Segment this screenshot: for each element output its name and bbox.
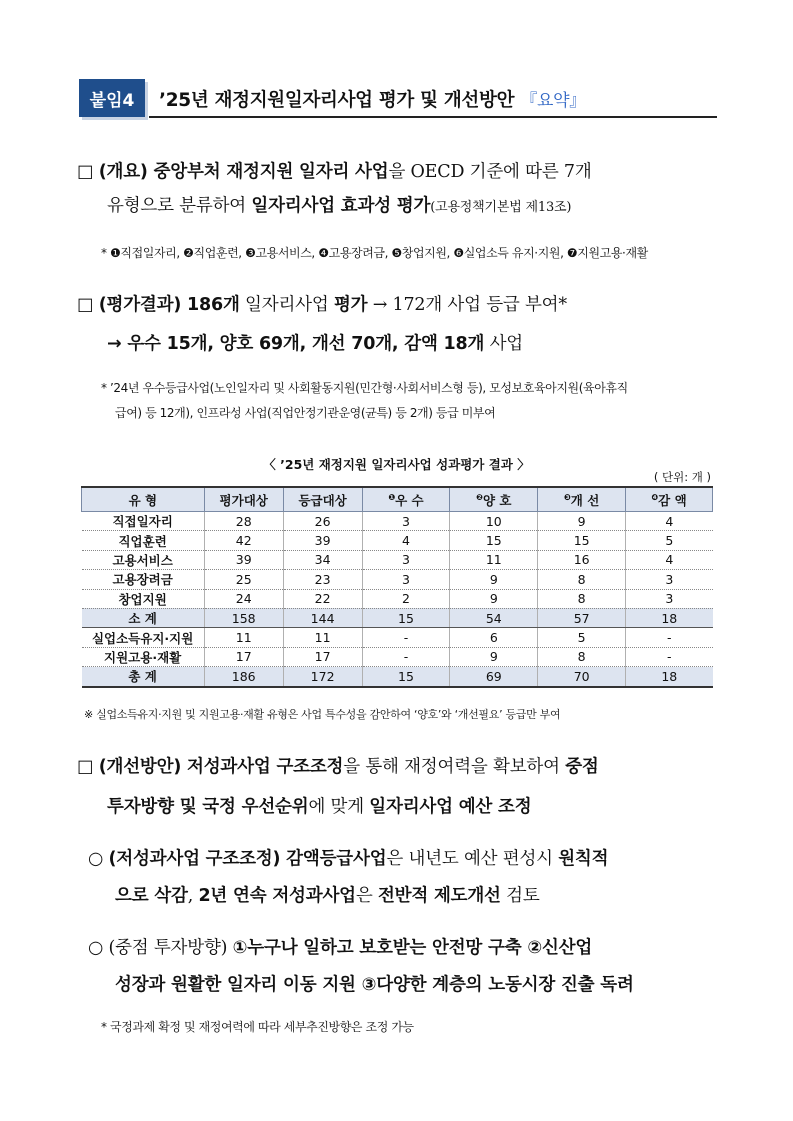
row-type-cell: 창업지원 [82, 589, 205, 608]
sec2-line2 [107, 330, 523, 355]
value-cell: 15 [362, 608, 450, 627]
bold-text-run: (개선방안) 저성과사업 구조조정 [98, 757, 344, 777]
value-cell: - [362, 647, 450, 666]
text-run: 은 [355, 886, 378, 906]
value-cell: - [362, 628, 450, 647]
value-cell: 70 [538, 667, 626, 687]
grade-number-icon: ❶ [388, 492, 396, 502]
text-run: → 172개 사업 등급 부여* [367, 295, 567, 315]
value-cell: 6 [450, 628, 538, 647]
table-unit: ( 단위: 개 ) [653, 470, 711, 484]
value-cell: 3 [362, 512, 450, 531]
value-cell: 24 [204, 589, 283, 608]
row-type-cell: 고용장려금 [82, 570, 205, 589]
sec2-note-line1: * ’24년 우수등급사업(노인일자리 및 사회활동지원(민간형·사회서비스형 등), 모성보호육아지원(육아휴직 [101, 381, 628, 395]
row-type-cell: 실업소득유지·지원 [82, 628, 205, 647]
column-header [82, 487, 205, 512]
row-type-cell: 소 계 [82, 608, 205, 627]
text-run: 유형으로 분류하여 [107, 196, 252, 216]
bold-text-run: → 우수 15개, 양호 69개, 개선 70개, 감액 18개 [107, 334, 485, 354]
value-cell: 5 [626, 531, 713, 550]
title-underline [149, 116, 717, 118]
sec3-sub2-line2 [115, 971, 634, 996]
column-header [626, 487, 713, 512]
value-cell: 3 [362, 570, 450, 589]
value-cell: 25 [204, 570, 283, 589]
column-header [283, 487, 362, 512]
bold-text-run: (평가결과) 186개 [98, 295, 240, 315]
sec2-line1-runs [99, 295, 567, 315]
row-type-cell: 지원고용·재활 [82, 647, 205, 666]
bold-text-run: 일자리사업 예산 조정 [369, 797, 532, 817]
value-cell: 172 [283, 667, 362, 687]
circle-bullet-icon: ○ [88, 938, 104, 958]
text-run: 을 통해 재정여력을 확보하여 [343, 757, 566, 777]
value-cell: 17 [283, 647, 362, 666]
value-cell: 186 [204, 667, 283, 687]
value-cell: 9 [450, 570, 538, 589]
grade-number-icon: ❹ [651, 492, 659, 502]
value-cell: 39 [204, 550, 283, 569]
value-cell: 69 [450, 667, 538, 687]
bold-text-run: 일자리사업 효과성 평가 [251, 196, 431, 216]
value-cell: 15 [450, 531, 538, 550]
table-row [82, 628, 713, 647]
column-header-label: 감 액 [658, 492, 687, 508]
table-body [82, 512, 713, 687]
value-cell: 8 [538, 589, 626, 608]
value-cell: 26 [283, 512, 362, 531]
grade-number-icon: ❸ [564, 492, 571, 502]
table-header-row [82, 487, 713, 512]
value-cell: 3 [362, 550, 450, 569]
sec3-line1-runs [99, 757, 599, 777]
value-cell: 10 [450, 512, 538, 531]
bold-text-run: 원칙적 [558, 849, 609, 869]
square-bullet-icon: □ [77, 295, 94, 315]
text-run: 을 OECD 기준에 따른 7개 [388, 162, 592, 182]
column-header-label: 평가대상 [219, 492, 268, 508]
value-cell: 11 [283, 628, 362, 647]
sec1-line1-runs [99, 162, 592, 182]
column-header-label: 양 호 [482, 492, 512, 508]
bold-text-run: ①누구나 일하고 보호받는 안전망 구축 ②신산업 [232, 938, 593, 958]
square-bullet-icon: □ [77, 162, 94, 182]
text-run: 은 내년도 예산 편성시 [386, 849, 559, 869]
text-run: 검토 [500, 886, 540, 906]
value-cell: 28 [204, 512, 283, 531]
bold-text-run: 2년 연속 저성과사업 [198, 886, 356, 906]
performance-table [81, 486, 713, 688]
sec3-line1 [77, 753, 599, 778]
value-cell: 5 [538, 628, 626, 647]
column-header-label: 개 선 [570, 492, 600, 508]
sec1-note: * ❶직접일자리, ❷직업훈련, ❸고용서비스, ❹고용장려금, ❺창업지원, ❻실업소득 유지·지원, ❼지원고용·재활 [101, 246, 648, 260]
value-cell: 8 [538, 570, 626, 589]
text-run: 사업 [484, 334, 523, 354]
column-header [362, 487, 450, 512]
text-run: 에 맞게 [308, 797, 370, 817]
bold-text-run: 평가 [333, 295, 368, 315]
sec3-line2 [107, 793, 531, 818]
table-caption: 〈 ’25년 재정지원 일자리사업 성과평가 결과 〉 [263, 457, 530, 472]
sec1-line1 [77, 158, 592, 183]
bold-text-run: 전반적 제도개선 [377, 886, 501, 906]
column-header [538, 487, 626, 512]
value-cell: 15 [538, 531, 626, 550]
bold-text-run: 중점 [565, 757, 599, 777]
value-cell: 18 [626, 667, 713, 687]
sec3-sub2-line1-runs [108, 938, 592, 958]
page-header [79, 79, 717, 119]
text-run: , [187, 886, 199, 906]
column-header-label: 우 수 [395, 492, 424, 508]
value-cell: 34 [283, 550, 362, 569]
value-cell: 54 [450, 608, 538, 627]
value-cell: 18 [626, 608, 713, 627]
table-row [82, 570, 713, 589]
table-row [82, 550, 713, 569]
summary-tag: 『요약』 [520, 91, 586, 111]
value-cell: 9 [450, 647, 538, 666]
value-cell: 4 [626, 550, 713, 569]
value-cell: 17 [204, 647, 283, 666]
value-cell: 144 [283, 608, 362, 627]
sec1-line2 [107, 192, 571, 217]
sec3-sub1-line1-runs [108, 849, 608, 869]
value-cell: 9 [538, 512, 626, 531]
bold-text-run: 성장과 원활한 일자리 이동 지원 ③다양한 계층의 노동시장 진출 독려 [115, 975, 634, 995]
value-cell: 4 [626, 512, 713, 531]
page-title [159, 86, 586, 112]
text-run: (고용정책기본법 제13조) [430, 200, 572, 215]
title-text: ’25년 재정지원일자리사업 평가 및 개선방안 [159, 90, 515, 111]
circle-bullet-icon: ○ [88, 849, 104, 869]
row-type-cell: 직접일자리 [82, 512, 205, 531]
value-cell: 22 [283, 589, 362, 608]
value-cell: 23 [283, 570, 362, 589]
value-cell: 57 [538, 608, 626, 627]
value-cell: 16 [538, 550, 626, 569]
sec3-note: * 국정과제 확정 및 재정여력에 따라 세부추진방향은 조정 가능 [101, 1020, 414, 1034]
total-row [82, 667, 713, 687]
row-type-cell: 직업훈련 [82, 531, 205, 550]
table-row [82, 531, 713, 550]
value-cell: 9 [450, 589, 538, 608]
table-row [82, 589, 713, 608]
sec3-sub1-line2 [115, 882, 540, 907]
value-cell: 3 [626, 589, 713, 608]
value-cell: 8 [538, 647, 626, 666]
column-header [204, 487, 283, 512]
sec3-sub1-line1 [88, 845, 608, 870]
table-footnote: ※ 실업소득유지·지원 및 지원고용·재활 유형은 사업 특수성을 감안하여 ‘양호’와 ‘개선필요’ 등급만 부여 [84, 708, 561, 721]
value-cell: 15 [362, 667, 450, 687]
bold-text-run: (개요) 중앙부처 재정지원 일자리 사업 [98, 162, 389, 182]
row-type-cell: 고용서비스 [82, 550, 205, 569]
value-cell: 3 [626, 570, 713, 589]
value-cell: - [626, 628, 713, 647]
grade-number-icon: ❷ [476, 492, 483, 502]
column-header [450, 487, 538, 512]
row-type-cell: 총 계 [82, 667, 205, 687]
text-run: 일자리사업 [239, 295, 334, 315]
value-cell: 158 [204, 608, 283, 627]
table-row [82, 647, 713, 666]
table-row [82, 512, 713, 531]
value-cell: 11 [450, 550, 538, 569]
bold-text-run: (저성과사업 구조조정) 감액등급사업 [108, 849, 387, 869]
sec2-line1 [77, 291, 567, 316]
value-cell: 39 [283, 531, 362, 550]
column-header-label: 유 형 [128, 492, 158, 508]
bold-text-run: 투자방향 및 국정 우선순위 [107, 797, 309, 817]
attachment-badge: 붙임4 [79, 79, 145, 117]
sec3-sub2-line1 [88, 934, 592, 959]
bold-text-run: 으로 삭감 [115, 886, 188, 906]
text-run: (중점 투자방향) [108, 938, 233, 958]
value-cell: 42 [204, 531, 283, 550]
square-bullet-icon: □ [77, 757, 94, 777]
value-cell: 4 [362, 531, 450, 550]
value-cell: - [626, 647, 713, 666]
column-header-label: 등급대상 [298, 492, 347, 508]
sec2-note-line2: 급여) 등 12개), 인프라성 사업(직업안정기관운영(균특) 등 2개) 등급 미부여 [115, 406, 496, 420]
value-cell: 2 [362, 589, 450, 608]
value-cell: 11 [204, 628, 283, 647]
subtotal-row [82, 608, 713, 627]
